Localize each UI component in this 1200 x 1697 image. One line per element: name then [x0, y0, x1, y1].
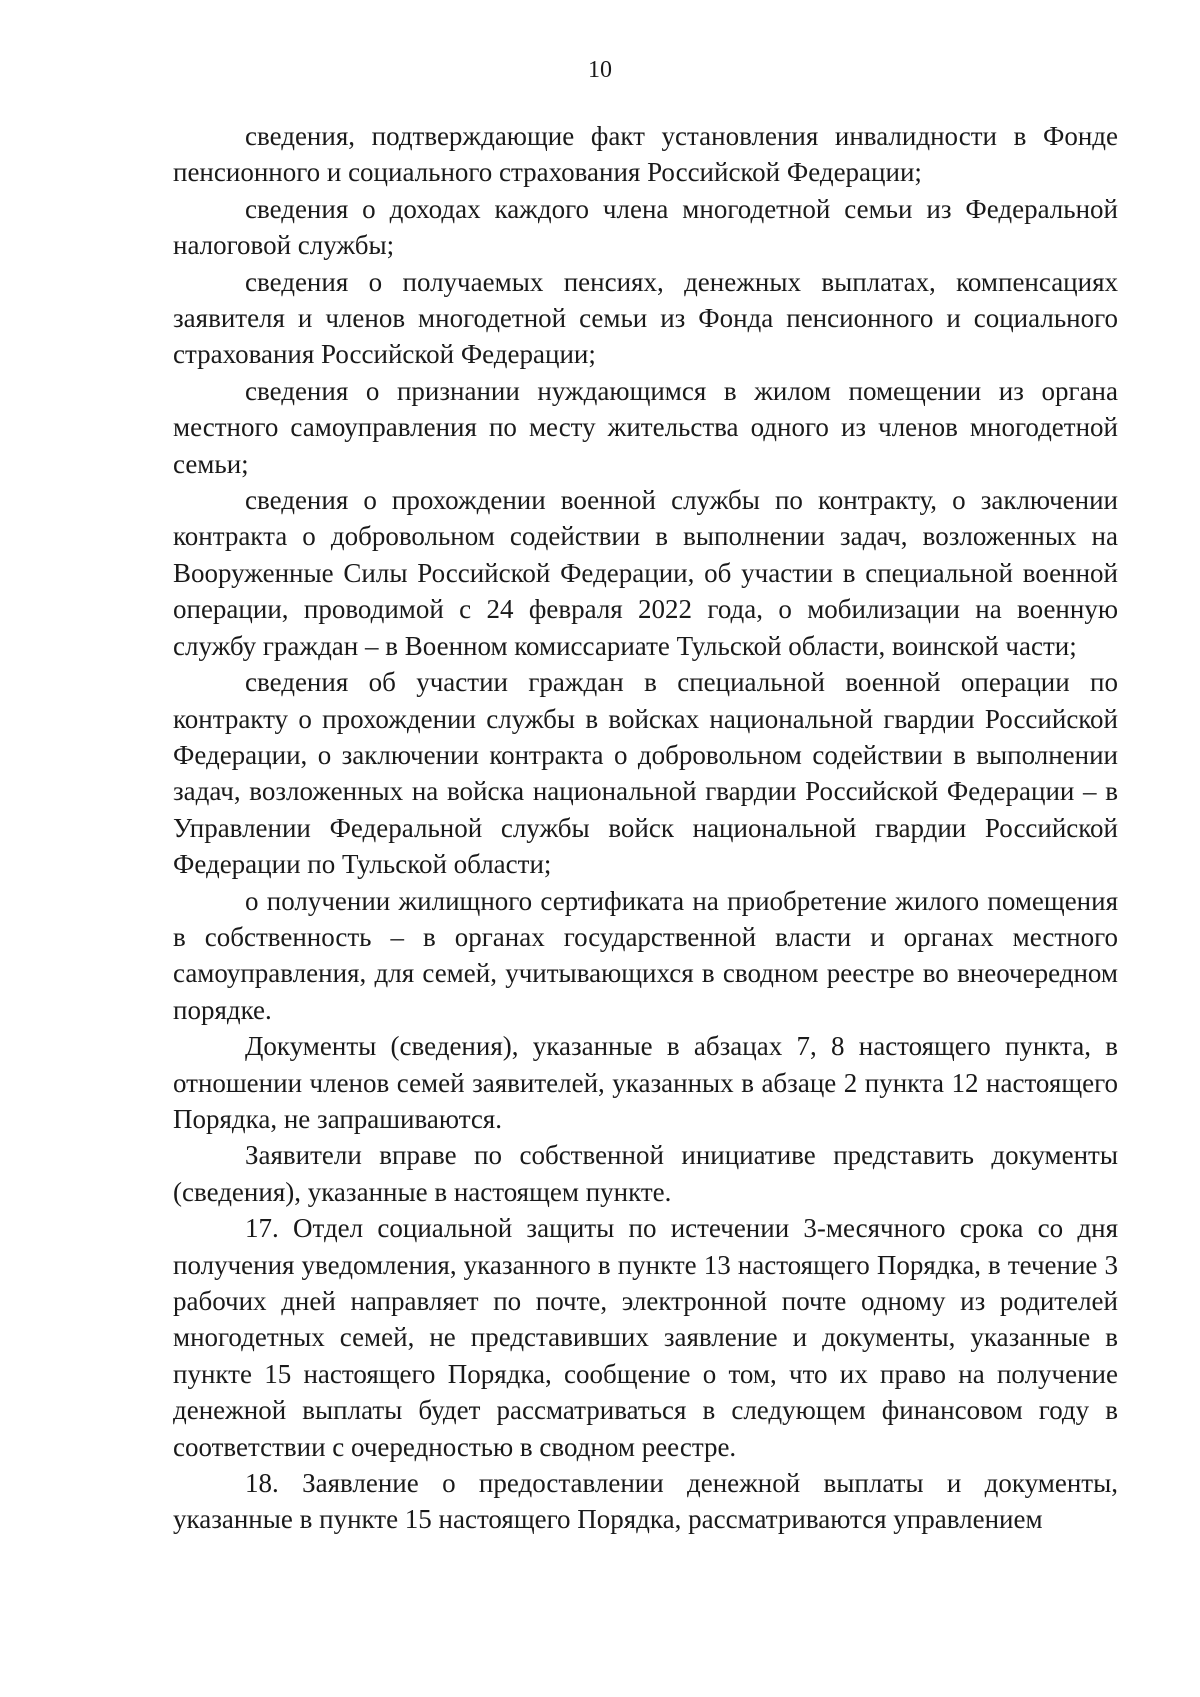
paragraph-disability-info: сведения, подтверждающие факт установления инвалидности в Фонде пенсионного и социального страхования Российской Федерации; — [173, 121, 1118, 188]
page-number: 10 — [588, 57, 612, 83]
paragraph-income-info: сведения о доходах каждого члена многодетной семьи из Федеральной налоговой службы; — [173, 193, 1118, 261]
paragraph-not-requested-documents: Документы (сведения), указанные в абзацах 7, 8 настоящего пункта, в отношении членов семей заявителей, указанных в абзаце 2 пункта 12 настоящего Порядка, не запрашиваются. — [173, 1031, 1118, 1134]
paragraph-item-18: 18. Заявление о предоставлении денежной выплаты и документы, указанные в пункте 15 настоящего Порядка, рассматриваются управлением — [173, 1468, 1118, 1535]
paragraph-item-17: 17. Отдел социальной защиты по истечении 3-месячного срока со дня получения уведомления, указанного в пункте 13 настоящего Порядка, в течение 3 рабочих дней направляет по почте, электронной почте одному из родителей многодетных семей, не представивших заявление и документы, указанные в пункте 15 настоящего Порядка, сообщение о том, что их право на получение денежной выплаты будет рассматриваться в следующем финансовом году в соответствии с очередностью в сводном реестре. — [173, 1213, 1118, 1462]
paragraph-military-service-info: сведения о прохождении военной службы по контракту, о заключении контракта о добровольном содействии в выполнении задач, возложенных на Вооруженные Силы Российской Федерации, об участии в специальной военной операции, проводимой с 24 февраля 2022 года, о мобилизации на военную службу граждан – в Военном комиссариате Тульской области, воинской части; — [173, 485, 1118, 661]
paragraph-housing-certificate-info: о получении жилищного сертификата на приобретение жилого помещения в собственность – в органах государственной власти и органах местного самоуправления, для семей, учитывающихся в сводном реестре во внеочередном порядке. — [173, 885, 1118, 1025]
paragraph-applicant-initiative: Заявители вправе по собственной инициативе представить документы (сведения), указанные в настоящем пункте. — [173, 1140, 1118, 1207]
paragraph-housing-need-info: сведения о признании нуждающимся в жилом помещении из органа местного самоуправления по месту жительства одного из членов многодетной семьи; — [173, 375, 1118, 479]
document-body — [173, 118, 1118, 1538]
paragraph-pension-info: сведения о получаемых пенсиях, денежных выплатах, компенсациях заявителя и членов многодетной семьи из Фонда пенсионного и социального страхования Российской Федерации; — [173, 266, 1118, 370]
paragraph-national-guard-info: сведения об участии граждан в специальной военной операции по контракту о прохождении службы в войсках национальной гвардии Российской Федерации, о заключении контракта о добровольном содействии в выполнении задач, возложенных на войска национальной гвардии Российской Федерации – в Управлении Федеральной службы войск национальной гвардии Российской Федерации по Тульской области; — [173, 667, 1118, 880]
